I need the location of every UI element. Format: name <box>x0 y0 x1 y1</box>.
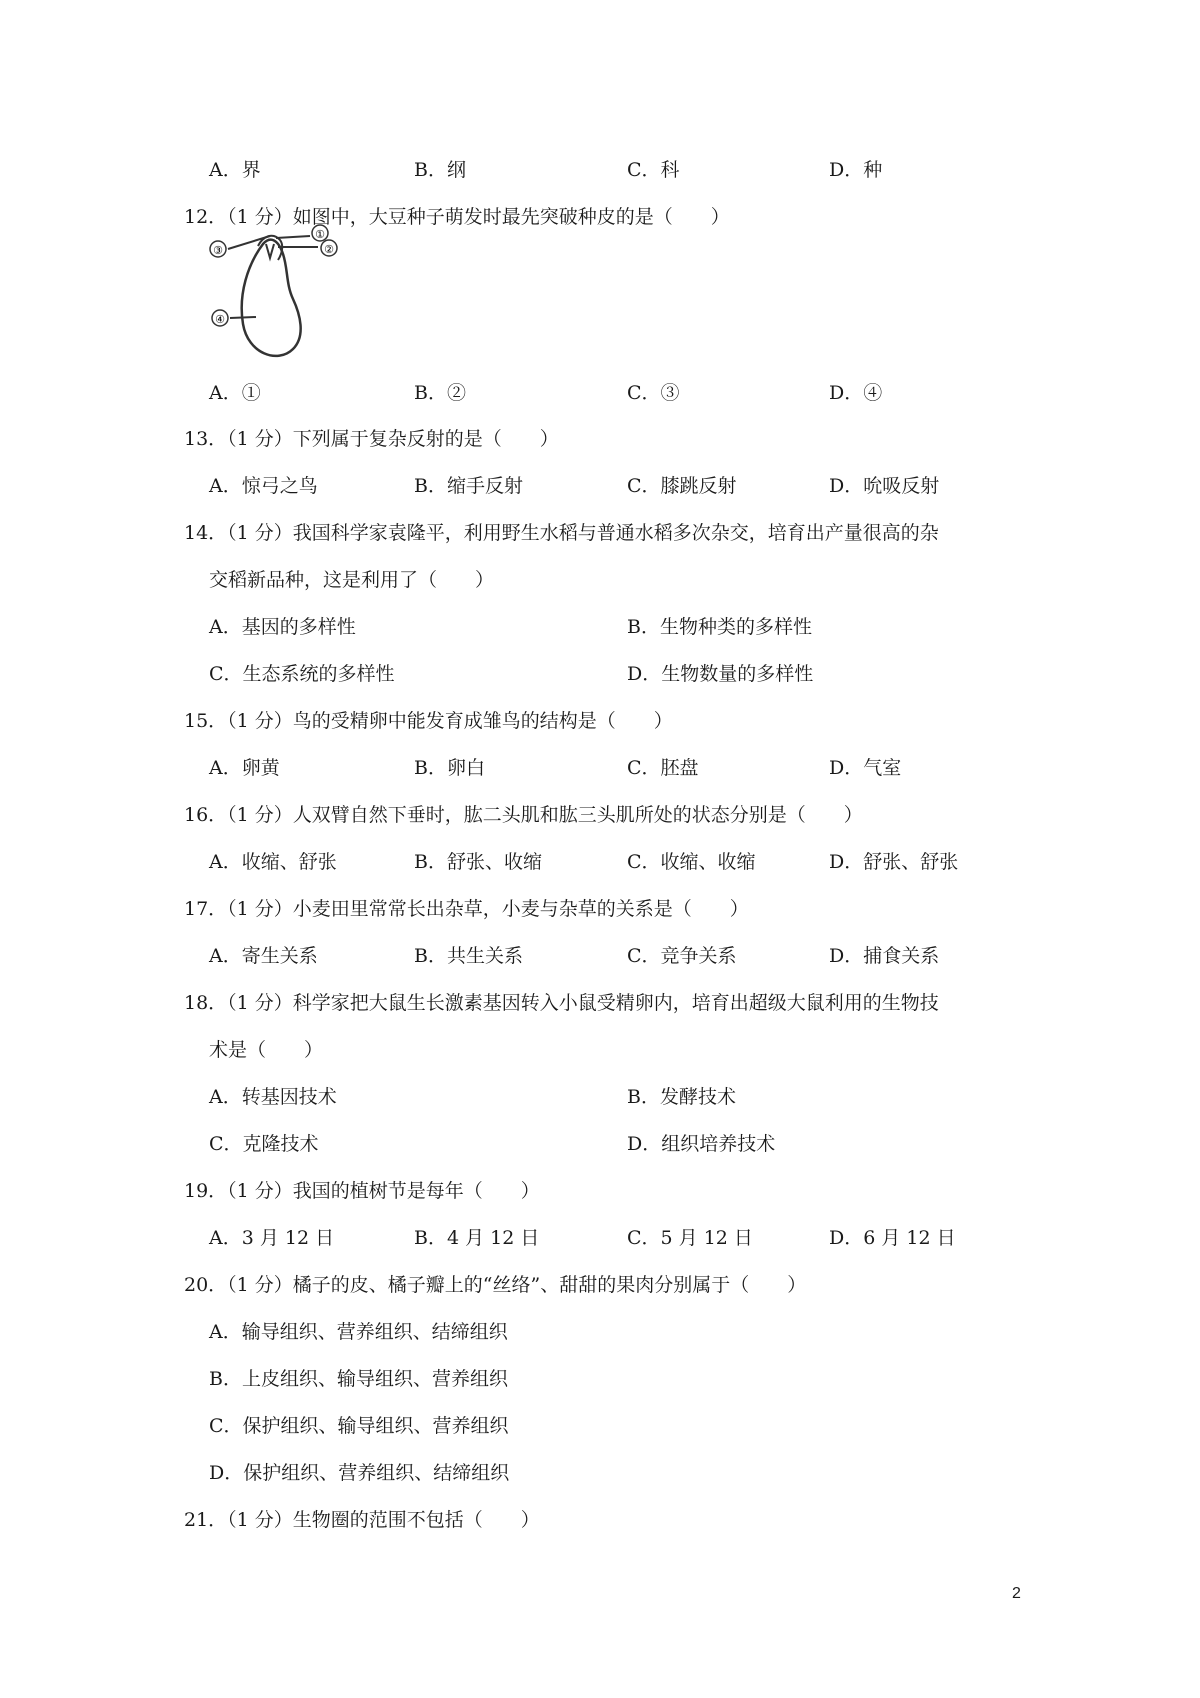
q15-option-a: A．卵黄 <box>209 757 280 779</box>
q12-option-d: D．④ <box>829 382 883 404</box>
q14-stem-line2: 交稻新品种，这是利用了（ ） <box>209 569 495 591</box>
q17-option-a: A．寄生关系 <box>209 945 318 967</box>
q18-option-b: B．发酵技术 <box>627 1086 736 1108</box>
q12-option-a: A．① <box>209 382 261 404</box>
q13-option-a: A．惊弓之鸟 <box>209 475 318 497</box>
q13-stem: 13．（1 分）下列属于复杂反射的是（ ） <box>184 428 559 450</box>
q14-option-a: A．基因的多样性 <box>209 616 356 638</box>
q17-option-c: C．竞争关系 <box>627 945 737 967</box>
q17-option-d: D．捕食关系 <box>829 945 940 967</box>
q12-option-c: C．③ <box>627 382 680 404</box>
q11-option-a: A．界 <box>209 159 261 181</box>
q11-option-d: D．种 <box>829 159 883 181</box>
q18-stem-line2: 术是（ ） <box>209 1039 324 1061</box>
label-4: ④ <box>215 313 225 326</box>
q14-option-b: B．生物种类的多样性 <box>627 616 812 638</box>
q16-option-b: B．舒张、收缩 <box>414 851 542 873</box>
q20-stem: 20．（1 分）橘子的皮、橘子瓣上的“丝络”、甜甜的果肉分别属于（ ） <box>184 1274 807 1296</box>
q13-option-c: C．膝跳反射 <box>627 475 737 497</box>
q12-option-b: B．② <box>414 382 466 404</box>
label-2: ② <box>324 243 334 256</box>
q18-option-a: A．转基因技术 <box>209 1086 337 1108</box>
q19-stem: 19．（1 分）我国的植树节是每年（ ） <box>184 1180 540 1202</box>
q20-option-c: C．保护组织、输导组织、营养组织 <box>209 1415 509 1437</box>
plumule-shape <box>266 244 274 258</box>
q14-option-c: C．生态系统的多样性 <box>209 663 395 685</box>
q18-stem-line1: 18．（1 分）科学家把大鼠生长激素基因转入小鼠受精卵内，培育出超级大鼠利用的生物技 <box>184 992 939 1014</box>
q15-option-b: B．卵白 <box>414 757 485 779</box>
q16-stem: 16．（1 分）人双臂自然下垂时，肱二头肌和肱三头肌所处的状态分别是（ ） <box>184 804 863 826</box>
q20-option-b: B．上皮组织、输导组织、营养组织 <box>209 1368 508 1390</box>
q19-option-c: C．5 月 12 日 <box>627 1227 753 1249</box>
q13-option-b: B．缩手反射 <box>414 475 523 497</box>
label-3: ③ <box>213 244 223 257</box>
q15-stem: 15．（1 分）鸟的受精卵中能发育成雏鸟的结构是（ ） <box>184 710 673 732</box>
q16-option-c: C．收缩、收缩 <box>627 851 756 873</box>
q13-option-d: D．吮吸反射 <box>829 475 940 497</box>
q19-option-a: A．3 月 12 日 <box>209 1227 335 1249</box>
q15-option-d: D．气室 <box>829 757 902 779</box>
page-number: 2 <box>1012 1585 1021 1602</box>
soybean-seed-figure <box>208 214 363 364</box>
q11-option-c: C．科 <box>627 159 680 181</box>
q17-stem: 17．（1 分）小麦田里常常长出杂草，小麦与杂草的关系是（ ） <box>184 898 749 920</box>
q14-stem-line1: 14．（1 分）我国科学家袁隆平，利用野生水稻与普通水稻多次杂交，培育出产量很高的杂 <box>184 522 939 544</box>
q12-stem: 12．（1 分）如图中，大豆种子萌发时最先突破种皮的是（ ） <box>184 206 730 228</box>
q16-option-d: D．舒张、舒张 <box>829 851 959 873</box>
q20-option-d: D．保护组织、营养组织、结缔组织 <box>209 1462 510 1484</box>
q14-option-d: D．生物数量的多样性 <box>627 663 814 685</box>
q21-stem: 21．（1 分）生物圈的范围不包括（ ） <box>184 1509 540 1531</box>
q15-option-c: C．胚盘 <box>627 757 699 779</box>
q19-option-d: D．6 月 12 日 <box>829 1227 956 1249</box>
q17-option-b: B．共生关系 <box>414 945 523 967</box>
q20-option-a: A．输导组织、营养组织、结缔组织 <box>209 1321 508 1343</box>
q11-option-b: B．纲 <box>414 159 466 181</box>
q16-option-a: A．收缩、舒张 <box>209 851 337 873</box>
label-1: ① <box>315 228 325 241</box>
q19-option-b: B．4 月 12 日 <box>414 1227 540 1249</box>
q18-option-d: D．组织培养技术 <box>627 1133 776 1155</box>
q18-option-c: C．克隆技术 <box>209 1133 319 1155</box>
